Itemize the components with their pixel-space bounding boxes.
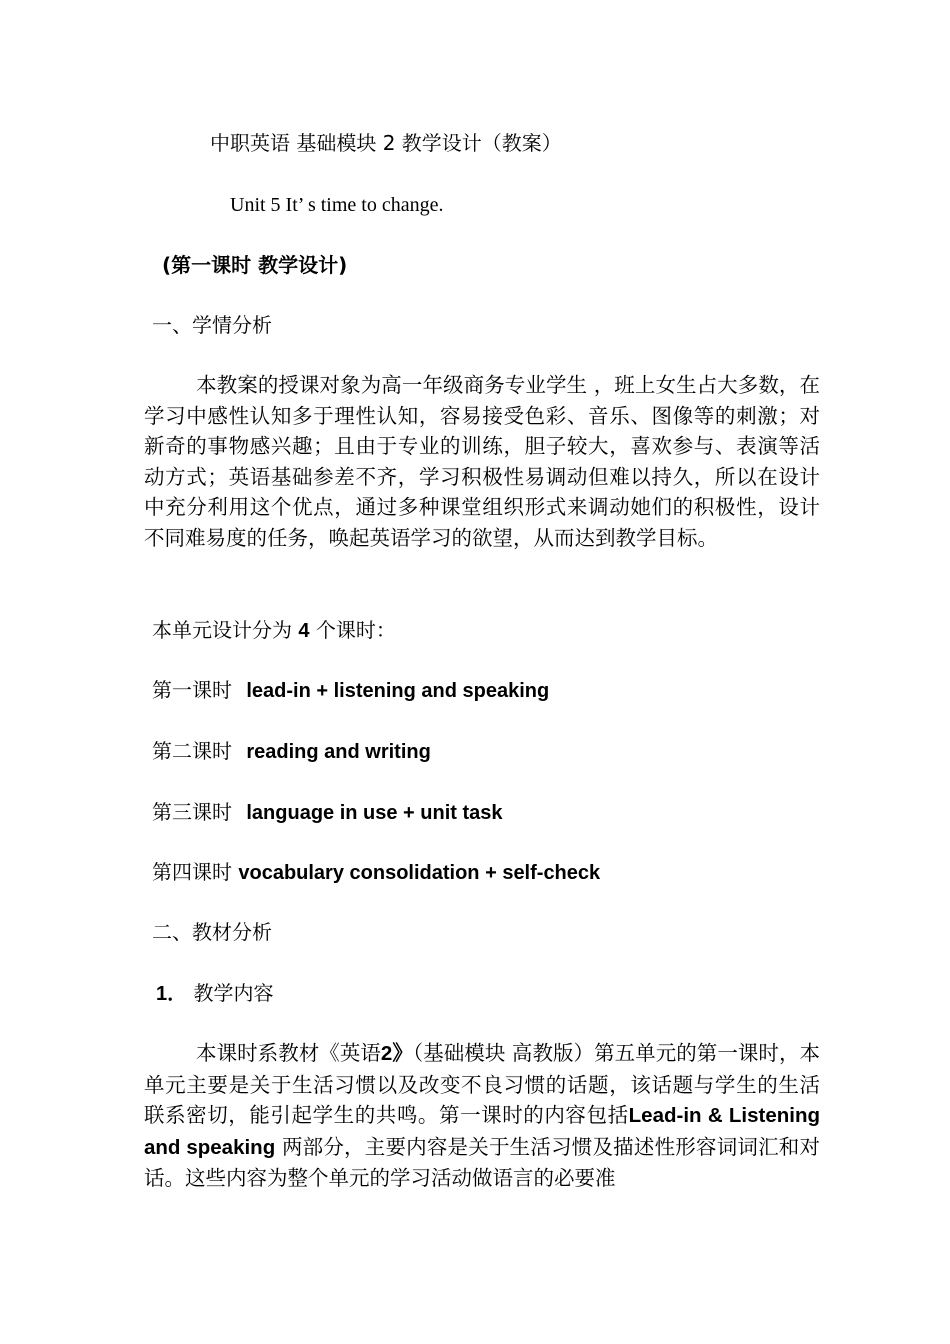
lesson-item-content: lead-in + listening and speaking	[246, 680, 550, 702]
paragraph-part: 两部分，主要内容是关于生活习惯及描述性形容词词汇和对话。这些内容为整个单元的学习活动做语言的必要准	[144, 1134, 820, 1190]
section1-paragraph-text: 本教案的授课对象为高一年级商务专业学生 ，班上女生占大多数，在学习中感性认知多于理性认知，容易接受色彩、音乐、图像等的刺激；对新奇的事物感兴趣；且由于专业的训练，胆子较大，喜欢参与、表演等活动方式；英语基础参差不齐，学习积极性易调动但难以持久，所以在设计中充分利用这个优点，通过多种课堂组织形式来调动她们的积极性，设计不同难易度的任务，唤起英语学习的欲望，从而达到教学目标。	[144, 373, 820, 550]
lesson-item-label: 第三课时	[152, 800, 232, 824]
lesson-item	[152, 797, 503, 828]
section1-heading	[152, 310, 272, 340]
document-title-text: 中职英语 基础模块 2 教学设计（教案）	[210, 131, 562, 155]
section2-heading	[152, 917, 272, 947]
lesson-item	[152, 675, 549, 706]
lesson-item-content: reading and writing	[246, 741, 431, 763]
lesson-item-label: 第二课时	[152, 739, 232, 763]
lesson-title-text: (第一课时 教学设计)	[162, 253, 348, 277]
unit-title	[230, 190, 443, 220]
lesson-item	[152, 736, 431, 767]
section2-heading-text: 二、教材分析	[152, 920, 272, 944]
paragraph-part: 本课时系教材《英语	[196, 1041, 381, 1065]
lessons-intro-suffix: 个课时：	[315, 618, 396, 642]
lessons-intro-prefix: 本单元设计分为	[152, 618, 292, 642]
subheading-number: 1．	[156, 983, 188, 1005]
section1-paragraph	[144, 370, 820, 553]
lesson-item-label: 第一课时	[152, 678, 232, 702]
paragraph-part: （基础模块 高教版）第五单元的第一课时，本单元主要是关于生活习惯以及改变不良习惯的话题，该话题与学生的生活联系密切，能引起学生的共鸣。第一课时的内容包括	[144, 1041, 821, 1127]
paragraph-part: 2》	[380, 1042, 413, 1065]
lesson-item	[152, 857, 600, 888]
lesson-item-content: vocabulary consolidation + self-check	[238, 862, 601, 884]
lesson-title	[162, 250, 347, 280]
unit-title-text: Unit 5 It’ s time to change.	[230, 194, 444, 216]
lesson-item-content: language in use + unit task	[246, 802, 503, 824]
section1-heading-text: 一、学情分析	[152, 313, 272, 337]
section2-subheading	[156, 978, 273, 1009]
lessons-intro-count: 4	[298, 620, 310, 642]
lessons-intro	[152, 615, 396, 646]
paragraph-part: Lead-in & Listening and speaking	[144, 1104, 820, 1159]
lesson-item-label: 第四课时	[152, 860, 232, 884]
section2-paragraph	[144, 1038, 820, 1194]
document-title	[210, 128, 562, 158]
subheading-text: 教学内容	[193, 981, 274, 1005]
